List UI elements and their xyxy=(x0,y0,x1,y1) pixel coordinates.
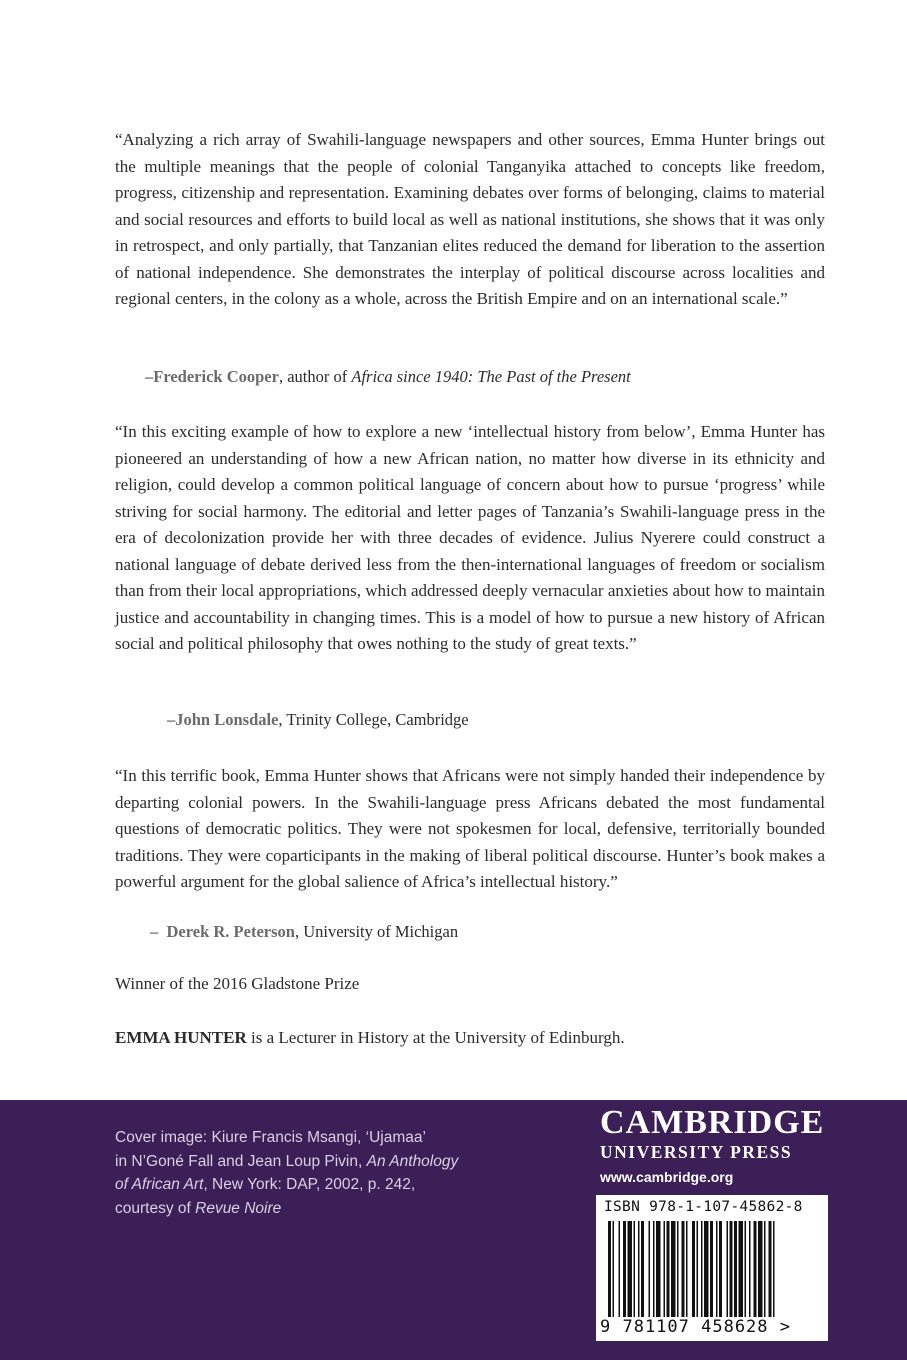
barcode-bar xyxy=(730,1221,733,1317)
barcode-number: 9 781107 458628 > xyxy=(600,1317,791,1337)
barcode-bar xyxy=(653,1221,655,1317)
reviewer-name-2: John Lonsdale xyxy=(175,710,279,729)
cover-credit-line-2-text: in N’Goné Fall and Jean Loup Pivin, xyxy=(115,1152,367,1170)
barcode-bar xyxy=(710,1221,713,1317)
author-name: EMMA HUNTER xyxy=(115,1028,247,1047)
cover-credit-line-1: Cover image: Kiure Francis Msangi, ‘Ujamaa’ xyxy=(115,1129,426,1146)
barcode-bar xyxy=(634,1221,636,1317)
barcode-bar xyxy=(641,1221,644,1317)
review-attribution-3 xyxy=(150,921,458,943)
barcode-bar xyxy=(764,1221,766,1317)
barcode-bar xyxy=(692,1221,695,1317)
reviewer-affiliation-2: , Trinity College, Cambridge xyxy=(278,710,469,729)
attribution-dash: – xyxy=(145,367,154,386)
barcode-bar xyxy=(749,1221,751,1317)
barcode-bar xyxy=(628,1221,633,1317)
barcode-bar xyxy=(686,1221,688,1317)
attribution-dash: – xyxy=(167,710,176,729)
cover-credit-line-3-text: , New York: DAP, 2002, p. 242, xyxy=(203,1176,416,1193)
barcode-bar xyxy=(649,1221,651,1317)
cover-credit xyxy=(115,1126,535,1220)
barcode-bar xyxy=(739,1221,744,1317)
cover-credit-line-2 xyxy=(115,1150,535,1174)
barcode-bar xyxy=(671,1221,676,1317)
barcode-bar xyxy=(701,1221,703,1317)
barcode-bar xyxy=(623,1221,626,1317)
review-quote-2 xyxy=(115,419,825,658)
review-attribution-2 xyxy=(167,709,469,731)
barcode-bar xyxy=(719,1221,722,1317)
barcode-bar xyxy=(704,1221,709,1317)
barcode-bars xyxy=(608,1221,816,1317)
barcode-bar xyxy=(677,1221,679,1317)
cover-credit-source: Revue Noire xyxy=(195,1199,282,1217)
barcode-bar xyxy=(682,1221,685,1317)
review-attribution-1 xyxy=(145,366,631,388)
author-bio xyxy=(115,1026,625,1050)
barcode-bar xyxy=(734,1221,737,1317)
review-quote-2-text: “In this exciting example of how to explore a new ‘intellectual history from below’, Emma Hunter has pioneered an understanding of how a new African nation, no matter how diverse in its ethnicity and religion, could develop a common political language of concern about how to pursue ‘progress’ while striving for social harmony. The editorial and letter pages of Tanzania’s Swahili-language press in the era of decolonization provide her with three decades of evidence. Julius Nyerere could construct a national language of debate derived less from the then-international languages of freedom or socialism than from their local appropriations, which addressed deeply vernacular anxieties about how to maintain justice and accountability in changing times. This is a model of how to pursue a new history of African social and political philosophy that owes nothing to the study of great texts.” xyxy=(115,422,825,653)
barcode-bar xyxy=(727,1221,729,1317)
barcode-bar xyxy=(664,1221,666,1317)
barcode-bar xyxy=(745,1221,747,1317)
publisher-logo-name: CAMBRIDGE xyxy=(600,1104,825,1141)
reviewer-name-1: Frederick Cooper xyxy=(153,367,279,386)
barcode-bar xyxy=(656,1221,661,1317)
barcode-bar xyxy=(638,1221,640,1317)
barcode-bar xyxy=(608,1221,611,1317)
cover-credit-book-title-a: An Anthology xyxy=(366,1152,459,1170)
author-bio-text: is a Lecturer in History at the University of Edinburgh. xyxy=(246,1028,625,1047)
reviewer-affiliation-3: , University of Michigan xyxy=(294,922,459,941)
attribution-dash: – xyxy=(150,922,159,941)
reviewer-affiliation-prefix-1: , author of xyxy=(278,367,352,386)
barcode-bar xyxy=(613,1221,615,1317)
cover-credit-line-3 xyxy=(115,1173,535,1197)
review-quote-3-text: “In this terrific book, Emma Hunter shows that Africans were not simply handed their independence by departing colonial powers. In the Swahili-language press Africans debated the most fundamental questions of democratic politics. They were not spokesmen for local, defensive, territorially bounded traditions. They were coparticipants in the making of liberal political discourse. Hunter’s book makes a powerful argument for the global salience of Africa’s intellectual history.” xyxy=(115,766,825,891)
barcode-bar xyxy=(697,1221,699,1317)
reviewer-book-title-1: Africa since 1940: The Past of the Present xyxy=(351,367,631,386)
cover-credit-book-title-b: of African Art xyxy=(115,1176,204,1193)
barcode-bar xyxy=(769,1221,772,1317)
publisher-url: www.cambridge.org xyxy=(600,1169,734,1185)
review-quote-3 xyxy=(115,763,825,896)
barcode-bar xyxy=(754,1221,757,1317)
barcode-bar xyxy=(667,1221,670,1317)
barcode-bar xyxy=(619,1221,621,1317)
cover-credit-line-4 xyxy=(115,1197,535,1221)
barcode-bar xyxy=(716,1221,718,1317)
review-quote-1-text: “Analyzing a rich array of Swahili-language newspapers and other sources, Emma Hunter brings out the multiple meanings that the people of colonial Tanganyika attached to concepts like freedom, progress, citizenship and representation. Examining debates over forms of belonging, claims to material and social resources and efforts to build local as well as national institutions, she shows that it was only in retrospect, and only partially, that Tanzanian elites reduced the demand for liberation to the assertion of national independence. She demonstrates the interplay of political discourse across localities and regional centers, in the colony as a whole, across the British Empire and on an international scale.” xyxy=(115,130,825,308)
isbn-barcode xyxy=(596,1195,828,1341)
barcode-bar xyxy=(758,1221,763,1317)
isbn-label: ISBN 978-1-107-45862-8 xyxy=(604,1199,803,1215)
cover-credit-line-4-text: courtesy of xyxy=(115,1199,196,1217)
barcode-bar xyxy=(773,1221,775,1317)
publisher-logo-press: UNIVERSITY PRESS xyxy=(600,1142,793,1162)
prize-note: Winner of the 2016 Gladstone Prize xyxy=(115,974,360,993)
reviewer-name-3: Derek R. Peterson xyxy=(166,922,295,941)
review-quote-1 xyxy=(115,127,825,313)
